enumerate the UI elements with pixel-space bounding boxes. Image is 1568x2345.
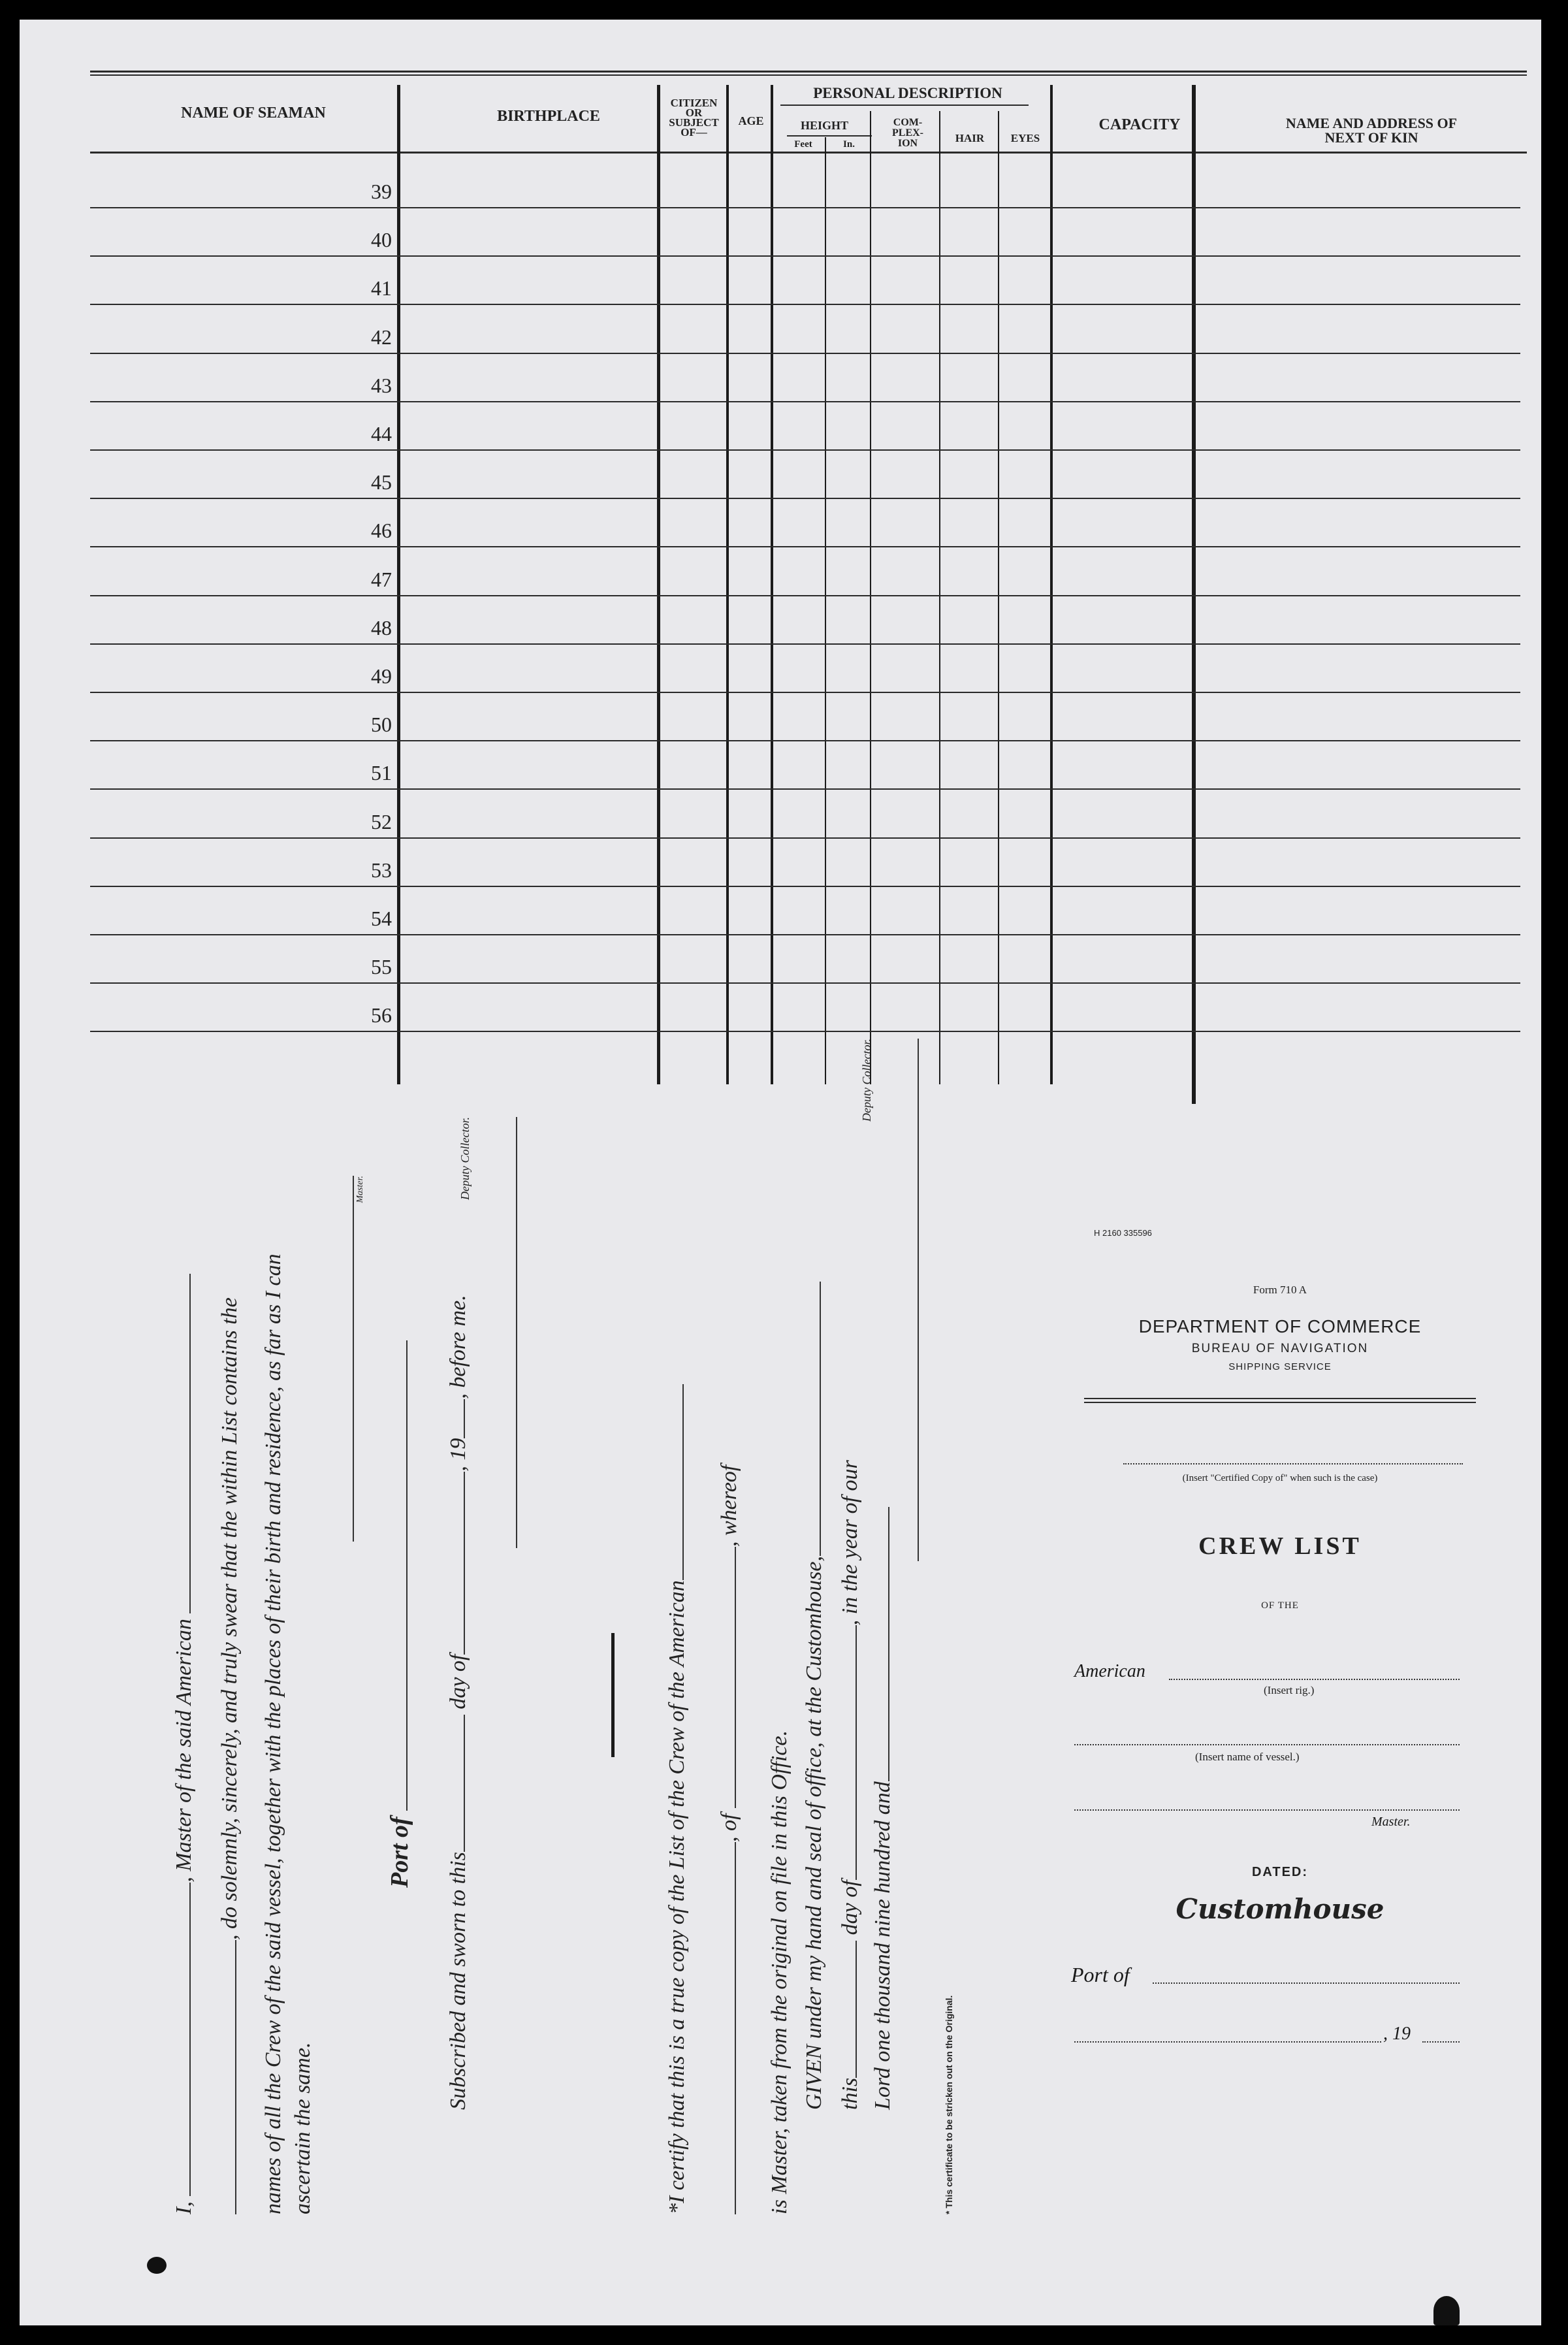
header-citizen-1: CITIZEN <box>670 97 718 109</box>
master-field[interactable] <box>1074 1809 1460 1811</box>
oath-19: , 19 <box>446 1438 470 1472</box>
table-row[interactable] <box>90 207 1520 208</box>
header-personal-description: PERSONAL DESCRIPTION <box>813 85 1002 101</box>
header-eyes: EYES <box>1010 132 1040 144</box>
table-row[interactable] <box>90 692 1520 693</box>
cert-lord-text: Lord one thousand nine hundred and <box>871 1781 895 2110</box>
cert-year-of-our: , in the year of our <box>838 1460 862 1626</box>
cert-of: , of <box>717 1813 741 1842</box>
table-row[interactable] <box>90 1031 1520 1032</box>
header-citizen-3: SUBJECT <box>669 116 719 129</box>
oath-subscribed-text: Subscribed and sworn to this <box>446 1852 470 2110</box>
header-capacity: CAPACITY <box>1098 116 1181 133</box>
header-citizen-4: OF— <box>680 126 707 138</box>
customhouse-title: Customhouse <box>1176 1893 1384 1925</box>
nineteen-label: , 19 <box>1383 2024 1411 2044</box>
master-label: Master. <box>1371 1815 1411 1829</box>
cert-customhouse-field[interactable] <box>800 1282 821 1556</box>
header-birthplace: BIRTHPLACE <box>497 108 600 125</box>
cert-vessel-field[interactable] <box>663 1384 684 1580</box>
table-row[interactable] <box>90 255 1520 257</box>
header-inches: In. <box>843 139 855 150</box>
oath-master-label: Master. <box>355 1176 365 1203</box>
header-next-of-kin <box>1215 116 1528 145</box>
header-complexion-3: ION <box>897 138 918 149</box>
oath-swear-text: , do solemnly, sincerely, and truly swear that the within List contains the <box>217 1297 242 1940</box>
row-number: 46 <box>371 519 392 542</box>
of-the-label: OF THE <box>1261 1600 1299 1611</box>
cert-whereof: , whereof <box>717 1464 741 1547</box>
table-row[interactable] <box>90 837 1520 839</box>
row-number: 39 <box>371 180 392 203</box>
row-number: 56 <box>371 1003 392 1027</box>
cert-port-field[interactable] <box>715 1547 736 1808</box>
row-number: 43 <box>371 374 392 397</box>
table-row[interactable] <box>90 934 1520 935</box>
table-row[interactable] <box>90 595 1520 596</box>
table-row[interactable] <box>90 304 1520 305</box>
oath-line-4: ascertain the same. <box>291 2042 315 2214</box>
insert-vessel-note: (Insert name of vessel.) <box>1195 1751 1300 1763</box>
header-hair: HAIR <box>955 132 985 144</box>
cert-rig-field[interactable] <box>715 1842 736 2214</box>
table-row[interactable] <box>90 788 1520 790</box>
cert-month-field[interactable] <box>836 1625 857 1880</box>
cert-day-field[interactable] <box>836 1941 857 2078</box>
certified-copy-field[interactable] <box>1123 1463 1463 1464</box>
row-number: 40 <box>371 228 392 251</box>
crew-list-sheet <box>20 20 1541 2325</box>
oath-master-name-field[interactable] <box>170 1883 191 2196</box>
table-row[interactable] <box>90 643 1520 645</box>
table-top-rule <box>90 71 1527 73</box>
col-rule-hair <box>998 111 999 1084</box>
col-rule-complexion <box>939 111 940 1084</box>
cert-footnote: * This certificate to be stricken out on the Original. <box>944 1995 954 2214</box>
dated-label: DATED: <box>1251 1865 1309 1879</box>
table-row[interactable] <box>90 982 1520 984</box>
cert-day-of: day of <box>838 1880 862 1935</box>
insert-certified-note: (Insert "Certified Copy of" when such is the case) <box>1182 1473 1378 1483</box>
cert-certify-text: *I certify that this is a true copy of the List of the Crew of the American <box>665 1580 689 2214</box>
header-citizen <box>660 98 728 137</box>
row-number: 47 <box>371 568 392 591</box>
row-number: 42 <box>371 325 392 349</box>
header-height: HEIGHT <box>800 119 849 132</box>
row-number: 54 <box>371 907 392 930</box>
year-field[interactable] <box>1422 2041 1460 2043</box>
back-double-rule-2 <box>1084 1402 1476 1403</box>
date-field[interactable] <box>1074 2041 1381 2043</box>
service-title: SHIPPING SERVICE <box>1228 1361 1332 1372</box>
header-complexion-1: COM- <box>893 117 923 128</box>
cert-deputy-signature-field[interactable] <box>898 1039 919 1561</box>
department-title: DEPARTMENT OF COMMERCE <box>1138 1316 1422 1336</box>
col-rule-inches <box>870 111 871 1084</box>
row-number: 41 <box>371 276 392 300</box>
oath-port-field[interactable] <box>387 1340 408 1811</box>
section-divider <box>611 1633 615 1757</box>
cert-line-6 <box>869 1507 895 2110</box>
header-citizen-2: OR <box>685 106 703 119</box>
oath-master-of-american: , Master of the said American <box>172 1619 196 1883</box>
oath-master-signature <box>333 1176 366 1542</box>
oath-port-of <box>385 1340 414 1888</box>
print-code: H 2160 335596 <box>1094 1228 1152 1238</box>
oath-line-1 <box>170 1274 197 2214</box>
table-row[interactable] <box>90 353 1520 354</box>
table-row[interactable] <box>90 740 1520 741</box>
table-top-rule-2 <box>90 74 1527 76</box>
col-rule-capacity <box>1192 85 1196 1104</box>
vessel-name-field[interactable] <box>1074 1744 1460 1745</box>
row-number: 49 <box>371 664 392 688</box>
oath-i: I, <box>172 2201 196 2214</box>
crew-list-title: CREW LIST <box>1198 1532 1362 1560</box>
row-number: 44 <box>371 422 392 445</box>
header-next-of-kin-1: NAME AND ADDRESS OF <box>1285 115 1458 131</box>
row-number: 53 <box>371 858 392 882</box>
header-name-of-seaman: NAME OF SEAMAN <box>181 105 326 121</box>
insert-rig-note: (Insert rig.) <box>1264 1684 1315 1696</box>
header-age: AGE <box>738 114 764 127</box>
oath-port-of-label: Port of <box>386 1817 413 1888</box>
cert-given-text: GIVEN under my hand and seal of office, at the Customhouse, <box>802 1555 826 2110</box>
table-header-rule <box>90 152 1527 154</box>
header-pd-rule <box>780 105 1029 106</box>
col-rule-feet <box>825 137 826 1084</box>
table-row[interactable] <box>90 449 1520 451</box>
ink-mark <box>147 2257 167 2274</box>
row-number: 52 <box>371 810 392 833</box>
oath-master-signature-field[interactable] <box>333 1176 354 1542</box>
oath-vessel-field[interactable] <box>170 1274 191 1613</box>
table-row[interactable] <box>90 401 1520 402</box>
cert-line-5 <box>836 1460 863 2110</box>
oath-before-me: , before me. <box>446 1295 470 1399</box>
cert-this: this <box>838 2077 862 2110</box>
form-number: Form 710 A <box>1253 1284 1307 1296</box>
back-double-rule-1 <box>1084 1398 1476 1399</box>
header-next-of-kin-2: NEXT OF KIN <box>1324 129 1418 146</box>
table-row[interactable] <box>90 886 1520 887</box>
port-of-field[interactable] <box>1153 1982 1460 1984</box>
cert-deputy-collector-label: Deputy Collector. <box>860 1039 873 1122</box>
oath-day-field[interactable] <box>444 1715 465 1852</box>
header-complexion <box>875 118 940 149</box>
oath-deputy-signature-field[interactable] <box>496 1117 517 1548</box>
oath-day-of: day of <box>446 1654 470 1709</box>
header-height-rule <box>787 135 872 137</box>
cert-line-1 <box>663 1384 690 2214</box>
bureau-title: BUREAU OF NAVIGATION <box>1191 1342 1369 1355</box>
row-number: 48 <box>371 616 392 639</box>
port-of-label: Port of <box>1071 1963 1130 1986</box>
cert-line-3: is Master, taken from the original on file in this Office. <box>767 1730 792 2214</box>
cert-line-2 <box>715 1465 742 2214</box>
oath-vessel-name-field[interactable] <box>216 1940 236 2214</box>
oath-deputy-collector-label: Deputy Collector. <box>458 1117 472 1200</box>
oath-line-3: names of all the Crew of the said vessel, together with the places of their birth and residence, as far as I can <box>261 1253 285 2214</box>
american-label: American <box>1074 1661 1145 1681</box>
row-number: 55 <box>371 955 392 978</box>
table-row[interactable] <box>90 546 1520 547</box>
header-feet: Feet <box>794 139 812 150</box>
row-number: 45 <box>371 470 392 494</box>
row-number: 50 <box>371 713 392 736</box>
table-row[interactable] <box>90 498 1520 499</box>
ink-mark <box>1433 2296 1460 2325</box>
oath-line-2 <box>216 1297 242 2214</box>
row-number: 51 <box>371 761 392 784</box>
rig-field[interactable] <box>1169 1679 1460 1680</box>
header-complexion-2: PLEX- <box>892 127 923 138</box>
cert-line-4 <box>800 1282 827 2110</box>
